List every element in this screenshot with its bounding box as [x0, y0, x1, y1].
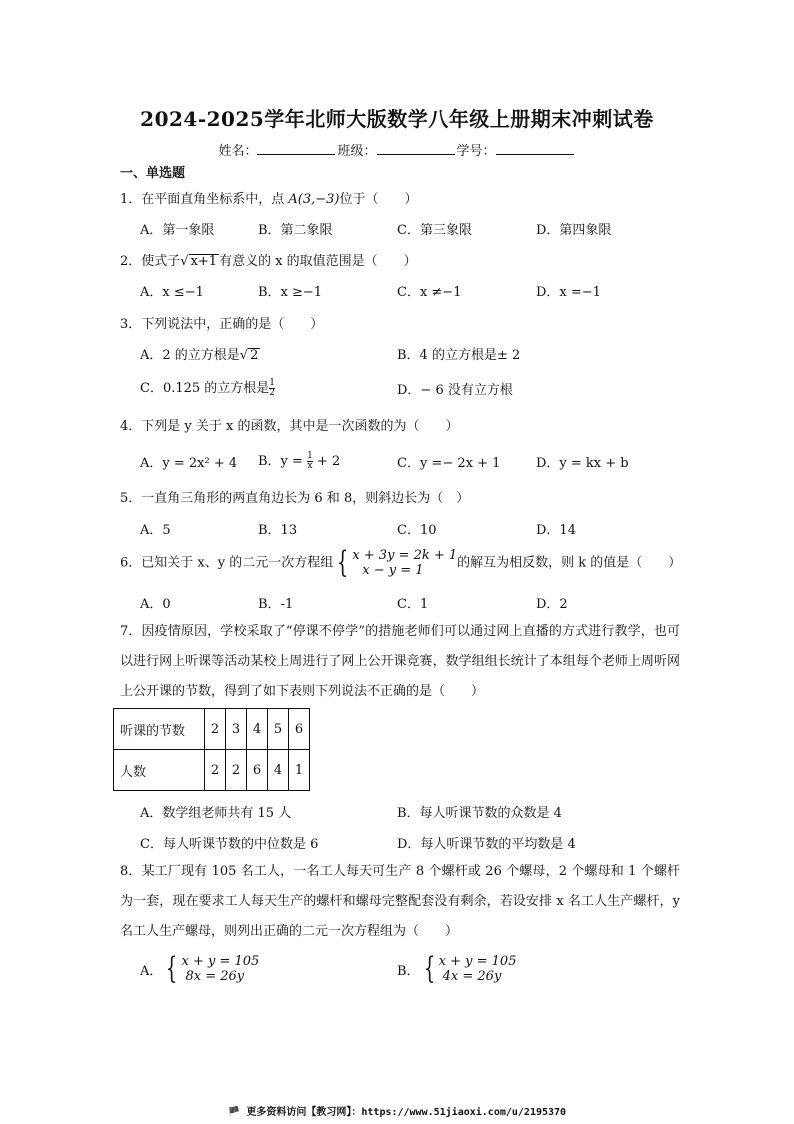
q5-option-d[interactable]: D．14: [536, 523, 576, 538]
table-cell: 2: [226, 750, 247, 791]
question-3-stem: 3．下列说法中，正确的是（ ）: [120, 317, 324, 332]
q7-option-a[interactable]: A．数学组老师共有 15 人: [140, 806, 292, 821]
question-8-stem: 8．某工厂现有 105 名工人，一名工人每天可生产 8 个螺杆或 26 个螺母，2 个螺母和 1 个螺杆为一套，现在要求工人每天生产的螺杆和螺母完整配套没有剩余，若设安排 x 名工人生产螺杆，y 名工人生产螺母，则列出正确的二元一次方程组为（ ）: [120, 864, 680, 939]
q1-option-d[interactable]: D．第四象限: [536, 223, 612, 238]
question-4-stem: 4．下列是 y 关于 x 的函数，其中是一次函数的为（ ）: [120, 419, 459, 434]
class-label: 班级：: [337, 144, 377, 159]
q7-data-table: [113, 708, 310, 791]
table-cell: 5: [268, 709, 289, 750]
q7-option-b[interactable]: B．每人听课节数的众数是 4: [397, 806, 562, 821]
table-row: [114, 709, 310, 750]
name-blank[interactable]: [257, 142, 335, 155]
q1-option-b[interactable]: B．第二象限: [258, 223, 333, 238]
q8-b-eq1: x + y = 105: [438, 954, 517, 969]
student-info-line: [0, 140, 794, 159]
q4-option-c[interactable]: C．y =− 2x + 1: [397, 456, 501, 471]
q2-stem-pre: 2．使式子: [120, 254, 181, 269]
q1-option-a[interactable]: A．第一象限: [140, 223, 215, 238]
q6-option-c[interactable]: C．1: [397, 597, 429, 612]
q5-option-a[interactable]: A．5: [140, 523, 171, 538]
page-title: 2024-2025学年北师大版数学八年级上册期末冲刺试卷: [140, 107, 654, 131]
q6-stem-pre: 6．已知关于 x、y 的二元一次方程组: [120, 555, 334, 571]
section-heading: 一、单选题: [120, 166, 186, 181]
q6-eq1: x + 3y = 2k + 1: [352, 548, 458, 563]
q3-option-d[interactable]: D．− 6 没有立方根: [397, 383, 513, 398]
q8-a-brace: {: [166, 951, 178, 986]
table-cell: 2: [205, 709, 226, 750]
question-6-stem: [120, 545, 682, 580]
q1-stem-pre: 1．在平面直角坐标系中，点: [120, 192, 289, 207]
q7-option-c[interactable]: C．每人听课节数的中位数是 6: [140, 837, 319, 852]
q6-equation-system: [333, 545, 458, 580]
q3-option-b[interactable]: B．4 的立方根是± 2: [397, 348, 521, 363]
q8-b-label: B．: [397, 963, 420, 979]
question-2-stem: [120, 250, 417, 269]
q6-brace: {: [337, 545, 349, 580]
question-7-stem: 7．因疫情原因，学校采取了“停课不停学”的措施老师们可以通过网上直播的方式进行教学，也可以进行网上听课等活动某校上周进行了网上公开课竞赛，数学组组长统计了本组每个老师上周听网上公开课的节数，得到了如下表则下列说法不正确的是（ ）: [120, 624, 680, 699]
q1-option-c[interactable]: C．第三象限: [397, 223, 472, 238]
q4-b-text: B．y =: [258, 454, 303, 469]
q4-b-fraction: [307, 452, 313, 471]
q3-c-text: C．0.125 的立方根是: [140, 381, 270, 396]
q5-option-b[interactable]: B．13: [258, 523, 298, 538]
q3-a-radicand: 2: [250, 348, 259, 363]
id-label: 学号：: [456, 144, 496, 159]
q4-option-a[interactable]: A．y = 2x² + 4: [140, 456, 238, 471]
q8-option-a[interactable]: [140, 951, 260, 986]
q2-option-d[interactable]: D．x =−1: [536, 285, 601, 300]
q8-b-eq2: 4x = 26y: [442, 969, 502, 984]
q3-option-c[interactable]: [140, 377, 275, 398]
q5-option-c[interactable]: C．10: [397, 523, 437, 538]
name-label: 姓名：: [218, 144, 258, 159]
table-cell: 4: [247, 709, 268, 750]
q6-option-b[interactable]: B．-1: [258, 597, 294, 612]
question-5-stem: 5．一直角三角形的两直角边长为 6 和 8，则斜边长为（ ）: [120, 491, 470, 506]
class-blank[interactable]: [377, 142, 455, 155]
q6-option-d[interactable]: D．2: [536, 597, 568, 612]
table-cell: 6: [289, 709, 310, 750]
q4-option-b[interactable]: [258, 450, 340, 471]
table-cell: 2: [205, 750, 226, 791]
q4-b-tail: + 2: [316, 454, 341, 469]
table-header-cell: 听课的节数: [114, 709, 205, 750]
q6-stem-post: 的解互为相反数，则 k 的值是（ ）: [457, 555, 682, 571]
table-row: [114, 750, 310, 791]
q2-option-b[interactable]: B．x ≥−1: [258, 285, 323, 300]
q6-eq2: x − y = 1: [362, 563, 424, 578]
q1-point: A(3,−3): [288, 192, 340, 207]
q4-b-denominator: x: [307, 461, 313, 471]
question-1-stem: [120, 188, 418, 207]
q4-option-d[interactable]: D．y = kx + b: [536, 456, 629, 471]
q3-c-numerator: 1: [269, 378, 276, 388]
q8-a-eq2: 8x = 26y: [185, 969, 245, 984]
q2-option-a[interactable]: A．x ≤−1: [140, 285, 204, 300]
id-blank[interactable]: [496, 142, 574, 155]
table-header-cell: 人数: [114, 750, 205, 791]
q2-option-c[interactable]: C．x ≠−1: [397, 285, 462, 300]
q7-option-d[interactable]: D．每人听课节数的平均数是 4: [397, 837, 576, 852]
q8-b-brace: {: [423, 951, 435, 986]
q8-option-b[interactable]: [397, 951, 517, 986]
q2-stem-post: 有意义的 x 的取值范围是（ ）: [219, 254, 417, 269]
q8-a-label: A．: [140, 963, 163, 979]
q3-c-fraction: [269, 379, 275, 398]
q4-b-numerator: 1: [307, 451, 313, 461]
table-cell: 3: [226, 709, 247, 750]
table-cell: 6: [247, 750, 268, 791]
q8-a-eq1: x + y = 105: [181, 954, 260, 969]
q1-stem-post: 位于（ ）: [339, 192, 418, 207]
table-cell: 1: [289, 750, 310, 791]
q3-c-denominator: 2: [269, 388, 276, 398]
q3-a-text: A．2 的立方根是: [140, 348, 240, 363]
table-cell: 4: [268, 750, 289, 791]
q2-radicand: x+1: [190, 254, 218, 269]
footer-link[interactable]: 🏴 更多资料访问【教习网】：https://www.51jiaoxi.com/u/2195370: [227, 1107, 567, 1118]
q3-option-a[interactable]: [140, 344, 260, 363]
q3-a-sqrt-sign: √: [239, 348, 249, 363]
q2-sqrt-sign: √: [180, 254, 189, 269]
q6-option-a[interactable]: A．0: [140, 597, 171, 612]
